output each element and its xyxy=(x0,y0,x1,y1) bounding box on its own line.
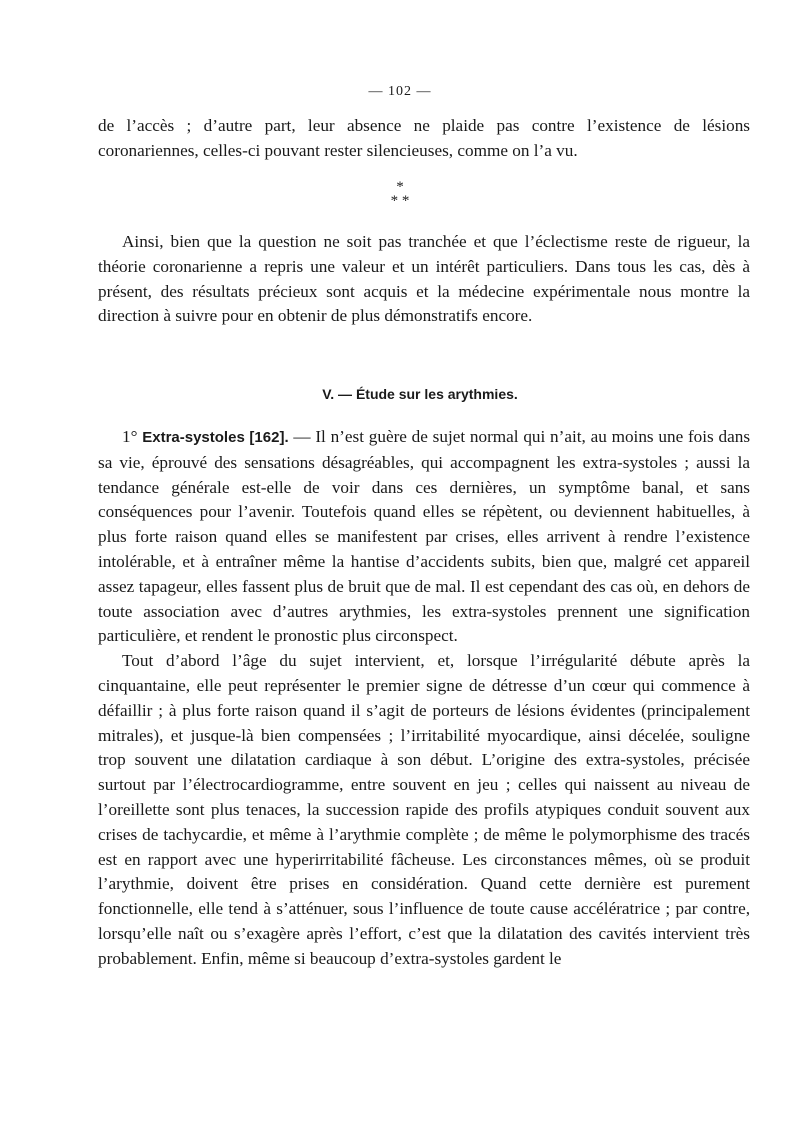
page-number: — 102 — xyxy=(368,84,432,99)
asterism-bottom: * * xyxy=(390,193,410,209)
paragraph-extra-systoles-text: — Il n’est guère de sujet normal qui n’ait, au moins une fois dans sa vie, éprouvé des sensations désagréables, qui accompagnent les extra-systoles ; aussi la tendance générale est-elle de voir dans ces dernières, un symptôme banal, et sans conséquences pour l’avenir. Toutefois quand elles se répètent, ou deviennent habituelles, à plus forte raison quand elles se manifestent par crises, elles arrivent à rendre l’existence intolérable, et à entraîner même la hantise d’accidents subits, bien que, malgré cet appareil assez tapageur, elles fassent plus de bruit que de mal. Il est cependant des cas où, en dehors de toute association avec d’autres arythmies, les extra-systoles prennent une signification particulière, et rendent le pronostic plus circonspect. xyxy=(98,427,751,646)
text-block-intro xyxy=(98,114,750,164)
paragraph-conclusion: Ainsi, bien que la question ne soit pas tranchée et que l’éclectisme reste de rigueur, la théorie coronarienne a repris une valeur et un intérêt particuliers. Dans tous les cas, dès à présent, des résultats précieux sont acquis et la médecine expérimentale nous montre la direction à suivre pour en obtenir de plus démonstratifs encore. xyxy=(98,232,750,326)
subsection-title: Extra-systoles [162]. xyxy=(142,429,289,446)
asterism-top: * xyxy=(396,179,404,195)
paragraph-age-factor: Tout d’abord l’âge du sujet intervient, et, lorsque l’irrégularité débute après la cinquantaine, elle peut représenter le premier signe de détresse d’un cœur qui commence à défaillir ; à plus forte raison quand il s’agit de porteurs de lésions évidentes (principalement mitrales), et jusque-là bien compensées ; l’irritabilité myocardique, ainsi décelée, souligne trop souvent une dilatation cardiaque à son début. L’origine des extra-systoles, précisée surtout par l’électrocardiogramme, entre souvent en jeu ; celles qui naissent au niveau de l’oreillette sont plus tenaces, la succession rapide des profils atypiques conduit souvent aux crises de tachycardie, et même à l’arythmie complète ; de même le polymorphisme des tracés est en rapport avec une hyperirritabilité fâcheuse. Les circonstances mêmes, où se produit l’arythmie, doivent être prises en considération. Quand cette dernière est purement fonctionnelle, elle tend à s’atténuer, sous l’influence de toute cause accélératrice ; par contre, lorsqu’elle naît ou s’exagère après l’effort, c’est que la dilatation des cavités intervient très probablement. Enfin, même si beaucoup d’extra-systoles gardent le xyxy=(98,651,750,968)
text-block-conclusion xyxy=(98,230,750,329)
asterism-divider xyxy=(0,180,800,208)
subsection-number: 1° xyxy=(122,427,138,446)
paragraph-continuation: de l’accès ; d’autre part, leur absence ne plaide pas contre l’existence de lésions coronariennes, celles-ci pouvant rester silencieuses, comme on l’a vu. xyxy=(98,116,750,160)
paragraph-extra-systoles xyxy=(98,425,750,649)
section-heading: V. — Étude sur les arythmies. xyxy=(322,386,518,402)
text-block-arythmies xyxy=(98,425,750,972)
